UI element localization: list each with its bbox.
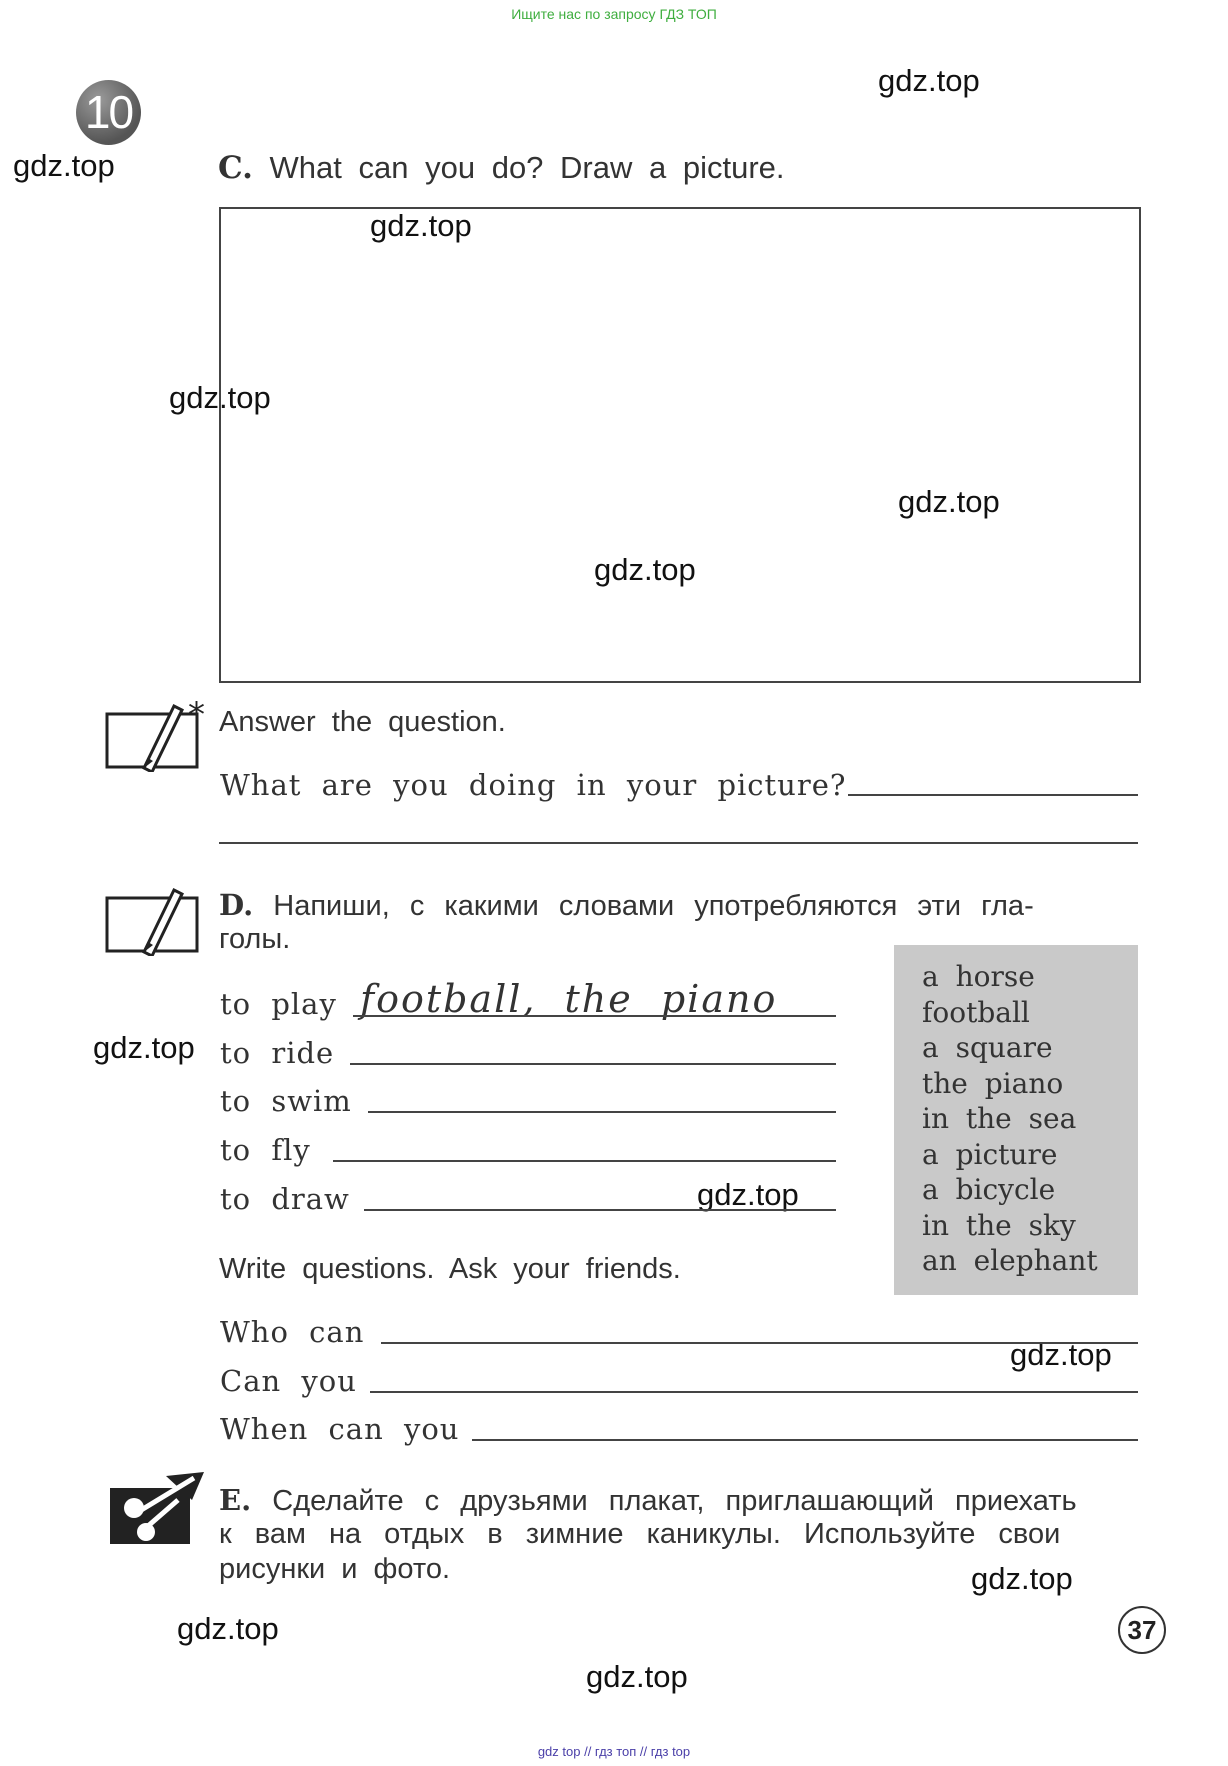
- section-c-heading: [218, 150, 785, 186]
- section-e-line-1: [219, 1483, 1077, 1518]
- section-d-text-continued: голы.: [219, 923, 291, 955]
- watermark: gdz.top: [13, 148, 115, 183]
- word-bank-item: a square: [922, 1031, 1053, 1064]
- word-bank-item: a horse: [922, 960, 1035, 993]
- handwritten-answer: football, the piano: [360, 977, 778, 1021]
- question-line[interactable]: [370, 1391, 1138, 1393]
- word-bank-item: in the sky: [922, 1208, 1076, 1242]
- section-e-line-3: рисунки и фото.: [219, 1553, 451, 1585]
- answer-line-2[interactable]: [219, 842, 1138, 844]
- page-number: 37: [1118, 1606, 1166, 1654]
- word-bank-item: a picture: [922, 1137, 1058, 1171]
- word-bank: [894, 945, 1138, 1295]
- verb-label: to fly: [220, 1133, 311, 1167]
- section-e-line-2: к вам на отдых в зимние каникулы. Используйте свои: [219, 1518, 1061, 1550]
- verb-answer-line[interactable]: [353, 1015, 836, 1017]
- section-e-text: Сделайте с друзьями плакат, приглашающий приехать: [272, 1485, 1077, 1517]
- question-start: Who can: [220, 1315, 365, 1349]
- drawing-box[interactable]: [219, 207, 1141, 683]
- word-bank-item: football: [922, 995, 1030, 1029]
- section-d-text: Напиши, с какими словами употребляются эти гла-: [273, 890, 1034, 922]
- section-d-letter: D.: [219, 888, 254, 922]
- unit-number-badge: 10: [76, 80, 141, 145]
- watermark: gdz.top: [878, 63, 980, 98]
- question-line[interactable]: [472, 1439, 1138, 1441]
- watermark: gdz.top: [177, 1611, 279, 1646]
- question-start: When can you: [220, 1412, 460, 1446]
- section-c-letter: C.: [218, 150, 253, 186]
- write-task-star-icon: [104, 700, 208, 772]
- word-bank-item: a bicycle: [922, 1173, 1056, 1206]
- verb-answer-line[interactable]: [364, 1209, 836, 1211]
- word-bank-item: an elephant: [922, 1244, 1098, 1277]
- svg-text:*: *: [188, 700, 205, 735]
- section-d-heading: [219, 888, 1034, 923]
- watermark: gdz.top: [370, 208, 472, 243]
- answer-line-1[interactable]: [848, 794, 1138, 796]
- verb-label: to play: [220, 987, 337, 1021]
- write-task-icon: [104, 884, 200, 956]
- section-e-letter: E.: [219, 1483, 252, 1517]
- verb-label: to swim: [220, 1084, 352, 1118]
- watermark: gdz.top: [697, 1177, 799, 1212]
- watermark: gdz.top: [1010, 1337, 1112, 1372]
- answer-instruction: Answer the question.: [219, 706, 506, 738]
- watermark: gdz.top: [594, 552, 696, 587]
- verb-answer-line[interactable]: [368, 1111, 836, 1113]
- verb-answer-line[interactable]: [350, 1063, 836, 1065]
- word-bank-item: in the sea: [922, 1102, 1077, 1135]
- answer-question: What are you doing in your picture?: [220, 768, 847, 802]
- watermark: gdz.top: [169, 380, 271, 415]
- bottom-banner-note: gdz top // гдз топ // гдз top: [537, 1744, 691, 1759]
- watermark: gdz.top: [586, 1659, 688, 1694]
- project-scissors-icon: [108, 1470, 208, 1548]
- watermark: gdz.top: [898, 484, 1000, 519]
- question-line[interactable]: [381, 1342, 1138, 1344]
- word-bank-item: the piano: [922, 1066, 1064, 1100]
- write-questions-instruction: Write questions. Ask your friends.: [219, 1253, 681, 1285]
- verb-answer-line[interactable]: [333, 1160, 836, 1162]
- verb-label: to draw: [220, 1182, 350, 1216]
- watermark: gdz.top: [971, 1561, 1073, 1596]
- top-banner-note: Ищите нас по запросу ГДЗ ТОП: [511, 6, 717, 22]
- question-start: Can you: [220, 1364, 357, 1398]
- section-c-text: What can you do? Draw a picture.: [269, 150, 785, 185]
- verb-label: to ride: [220, 1036, 335, 1070]
- watermark: gdz.top: [93, 1030, 195, 1065]
